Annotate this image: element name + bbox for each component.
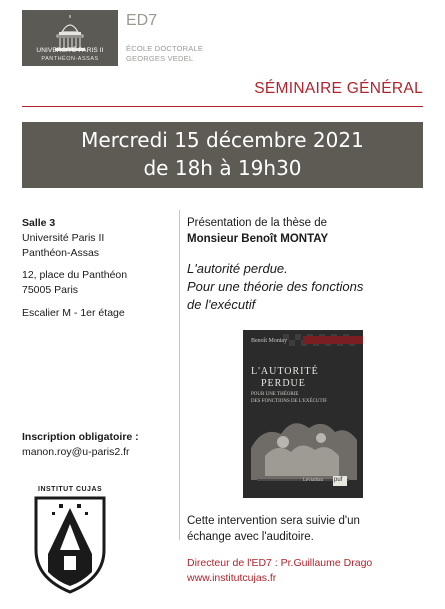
registration-email[interactable]: manon.roy@u-paris2.fr [22,446,130,458]
followup-line1: Cette intervention sera suivie d'un [187,515,360,527]
event-time: de 18h à 19h30 [143,156,302,180]
logo-text-university: UNIVERSITÉ PARIS II [36,47,104,54]
emblem-label: INSTITUT CUJAS [38,486,103,493]
book-cover-art [243,330,363,498]
book-cover-image [243,330,363,498]
thesis-title-line1: L'autorité perdue. [187,261,288,276]
book-subtitle-line1: POUR UNE THÉORIE [251,392,299,397]
header-divider [22,106,423,107]
director-credit: Directeur de l'ED7 : Pr.Guillaume Drago [187,557,373,569]
address-line2: 75005 Paris [22,284,79,296]
logo-text-pantheon: PANTHÉON-ASSAS [41,56,99,62]
institution-line1: Université Paris II [22,232,105,244]
column-divider [179,210,180,540]
registration-label: Inscription obligatoire : [22,431,139,443]
address-line1: 12, place du Panthéon [22,269,128,281]
website-link[interactable]: www.institutcujas.fr [187,572,277,584]
book-title-line2: PERDUE [261,378,306,389]
book-publisher: Léviathan [303,478,323,483]
book-title-line1: L'AUTORITÉ [251,366,319,377]
followup-line2: échange avec l'auditoire. [187,531,314,543]
speaker-name: Monsieur Benoît MONTAY [187,233,329,245]
access-info: Escalier M - 1er étage [22,307,125,319]
book-subtitle-line2: DES FONCTIONS DE L'EXÉCUTIF [251,399,328,404]
event-date: Mercredi 15 décembre 2021 [81,128,364,152]
book-publisher-mark: puf [334,477,343,483]
institution-line2: Panthéon-Assas [22,247,100,259]
presentation-intro: Présentation de la thèse de [187,217,328,229]
book-author: Benoît Montay [251,338,288,344]
event-type-heading: SÉMINAIRE GÉNÉRAL [254,80,423,97]
room-label: Salle 3 [22,217,56,229]
thesis-title-line3: de l'exécutif [187,297,256,312]
school-name-line2: GEORGES VEDEL [126,54,194,63]
institut-cujas-shield-icon [30,494,110,596]
school-code: ED7 [126,12,158,29]
school-name-line1: ÉCOLE DOCTORALE [126,44,204,53]
thesis-title-line2: Pour une théorie des fonctions [187,279,364,294]
